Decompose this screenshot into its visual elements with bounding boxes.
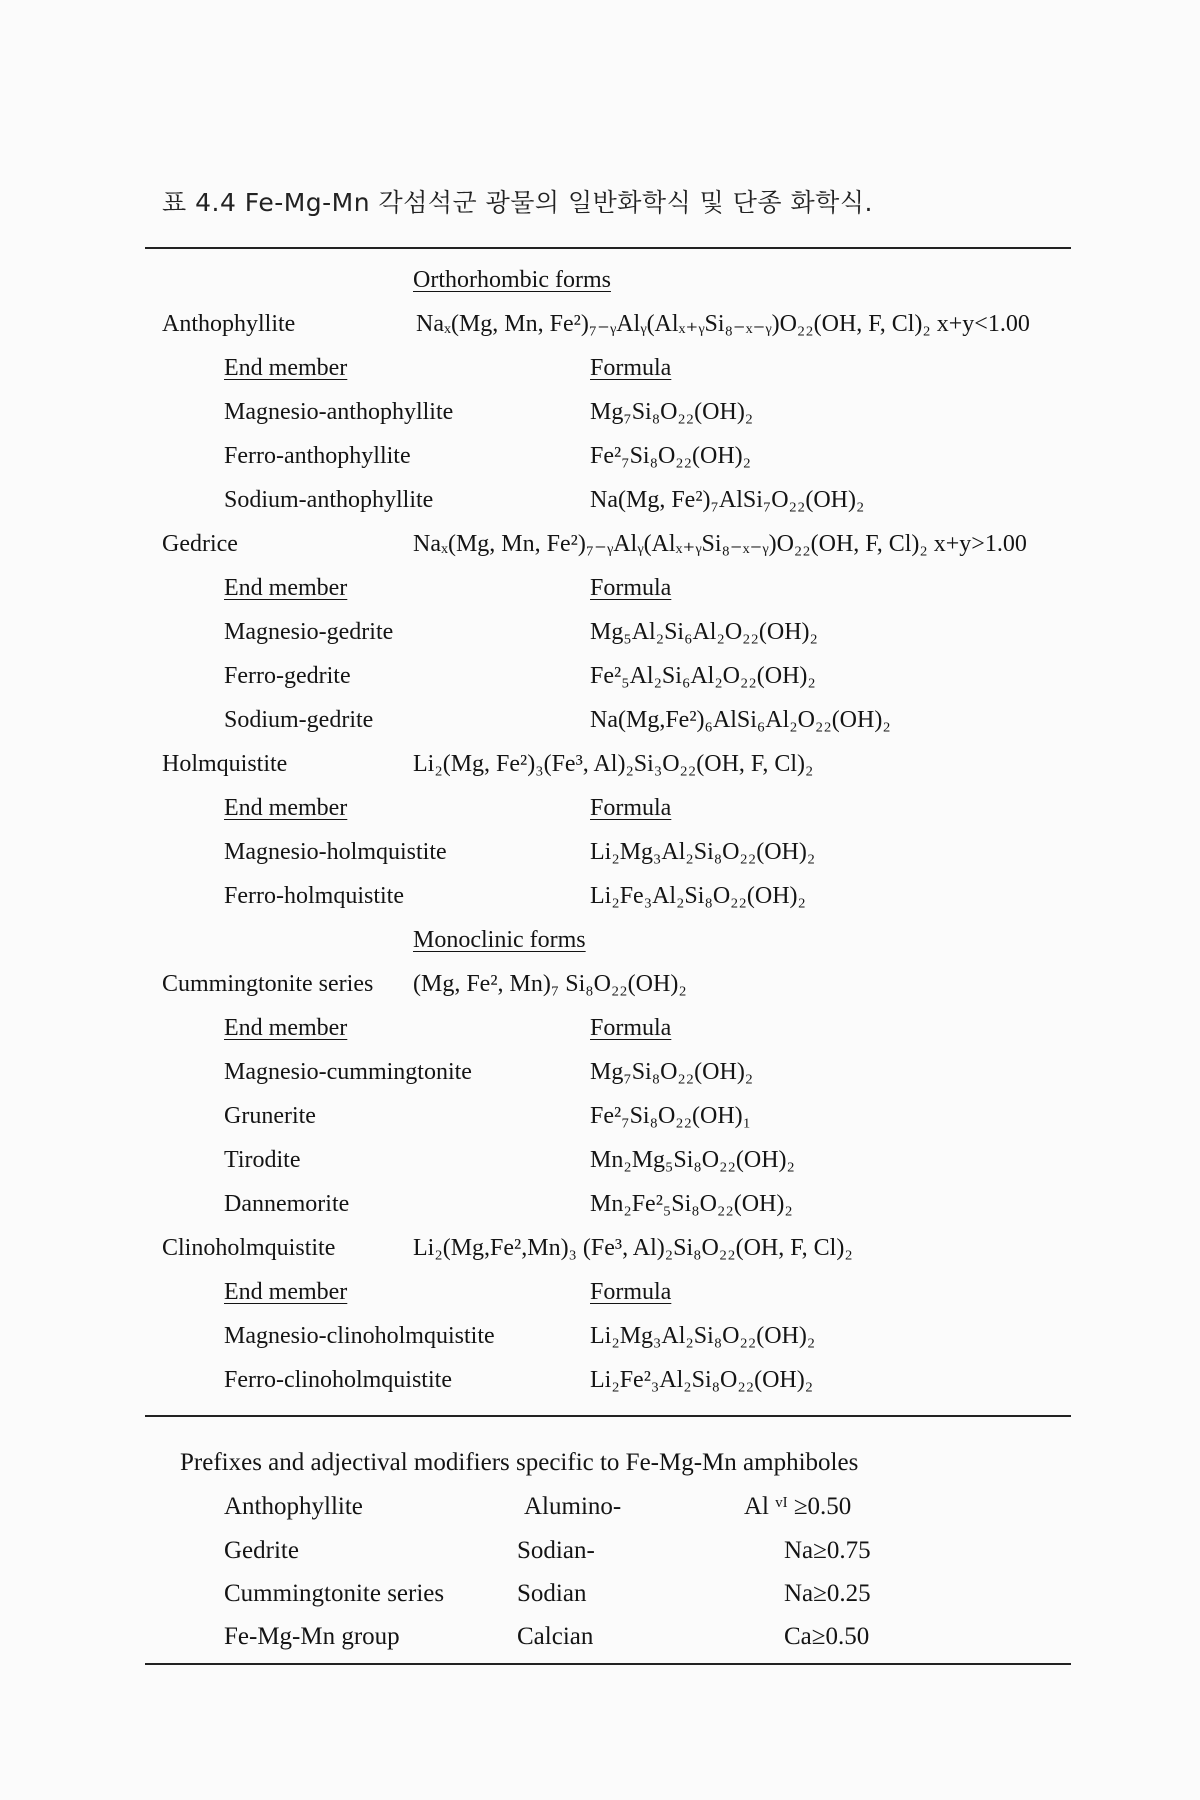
end-member-name: Magnesio-cummingtonite bbox=[224, 1059, 472, 1085]
end-member-header: End member bbox=[224, 575, 348, 601]
formula-header: Formula bbox=[590, 795, 672, 821]
end-member-formula: Fe²₅Al₂Si₆Al₂O₂₂(OH)₂ bbox=[590, 663, 816, 689]
end-member-name: Dannemorite bbox=[224, 1191, 350, 1217]
end-member-formula: Mg₇Si₈O₂₂(OH)₂ bbox=[590, 1059, 754, 1085]
end-member-formula: Li₂Fe₃Al₂Si₈O₂₂(OH)₂ bbox=[590, 883, 806, 909]
group-formula: (Mg, Fe², Mn)₇ Si₈O₂₂(OH)₂ bbox=[413, 971, 687, 997]
end-member-header: End member bbox=[224, 1015, 348, 1041]
end-member-formula: Na(Mg,Fe²)₆AlSi₆Al₂O₂₂(OH)₂ bbox=[590, 707, 891, 733]
prefix-modifier: Alumino- bbox=[524, 1493, 622, 1520]
end-member-formula: Li₂Fe²₃Al₂Si₈O₂₂(OH)₂ bbox=[590, 1367, 814, 1393]
end-member-formula: Na(Mg, Fe²)₇AlSi₇O₂₂(OH)₂ bbox=[590, 487, 865, 513]
end-member-name: Magnesio-gedrite bbox=[224, 619, 394, 645]
end-member-formula: Mg₇Si₈O₂₂(OH)₂ bbox=[590, 399, 754, 425]
group-name: Cummingtonite series bbox=[162, 971, 374, 997]
prefix-group: Fe-Mg-Mn group bbox=[224, 1623, 400, 1650]
group-name: Anthophyllite bbox=[162, 311, 296, 337]
prefix-condition: Na≥0.75 bbox=[784, 1537, 871, 1564]
end-member-formula: Li₂Mg₃Al₂Si₈O₂₂(OH)₂ bbox=[590, 839, 816, 865]
prefix-condition: Ca≥0.50 bbox=[784, 1623, 870, 1650]
end-member-header: End member bbox=[224, 1279, 348, 1305]
prefix-modifier: Sodian bbox=[517, 1580, 587, 1607]
bottom-rule bbox=[145, 1663, 1071, 1665]
end-member-name: Tirodite bbox=[224, 1147, 301, 1173]
end-member-name: Sodium-anthophyllite bbox=[224, 487, 434, 513]
prefix-condition: Al ᵛᴵ ≥0.50 bbox=[744, 1493, 852, 1520]
end-member-formula: Mn₂Fe²₅Si₈O₂₂(OH)₂ bbox=[590, 1191, 793, 1217]
prefix-group: Gedrite bbox=[224, 1537, 299, 1564]
end-member-header: End member bbox=[224, 355, 348, 381]
end-member-formula: Li₂Mg₃Al₂Si₈O₂₂(OH)₂ bbox=[590, 1323, 816, 1349]
formula-header: Formula bbox=[590, 1015, 672, 1041]
prefix-modifier: Sodian- bbox=[517, 1537, 595, 1564]
end-member-name: Grunerite bbox=[224, 1103, 316, 1129]
top-rule bbox=[145, 247, 1071, 249]
end-member-name: Sodium-gedrite bbox=[224, 707, 374, 733]
end-member-name: Ferro-anthophyllite bbox=[224, 443, 411, 469]
end-member-formula: Fe²₇Si₈O₂₂(OH)₂ bbox=[590, 443, 752, 469]
end-member-name: Magnesio-holmquistite bbox=[224, 839, 447, 865]
group-name: Gedrice bbox=[162, 531, 238, 557]
formula-header: Formula bbox=[590, 355, 672, 381]
prefixes-title: Prefixes and adjectival modifiers specific to Fe-Mg-Mn amphiboles bbox=[180, 1449, 859, 1476]
end-member-name: Ferro-clinoholmquistite bbox=[224, 1367, 452, 1393]
group-formula: Naₓ(Mg, Mn, Fe²)₇₋ᵧAlᵧ(Alₓ₊ᵧSi₈₋ₓ₋ᵧ)O₂₂(OH, F, Cl)₂ x+y<1.00 bbox=[416, 311, 1030, 337]
end-member-name: Magnesio-clinoholmquistite bbox=[224, 1323, 495, 1349]
end-member-formula: Mg₅Al₂Si₆Al₂O₂₂(OH)₂ bbox=[590, 619, 818, 645]
end-member-name: Ferro-gedrite bbox=[224, 663, 351, 689]
group-name: Holmquistite bbox=[162, 751, 288, 777]
prefix-modifier: Calcian bbox=[517, 1623, 594, 1650]
middle-rule bbox=[145, 1415, 1071, 1417]
end-member-name: Magnesio-anthophyllite bbox=[224, 399, 454, 425]
orthorhombic-title: Orthorhombic forms bbox=[413, 267, 611, 293]
end-member-formula: Mn₂Mg₅Si₈O₂₂(OH)₂ bbox=[590, 1147, 795, 1173]
prefix-condition: Na≥0.25 bbox=[784, 1580, 871, 1607]
group-formula: Li₂(Mg,Fe²,Mn)₃ (Fe³, Al)₂Si₈O₂₂(OH, F, Cl)₂ bbox=[413, 1235, 853, 1261]
group-formula: Li₂(Mg, Fe²)₃(Fe³, Al)₂Si₃O₂₂(OH, F, Cl)₂ bbox=[413, 751, 814, 777]
end-member-header: End member bbox=[224, 795, 348, 821]
group-formula: Naₓ(Mg, Mn, Fe²)₇₋ᵧAlᵧ(Alₓ₊ᵧSi₈₋ₓ₋ᵧ)O₂₂(OH, F, Cl)₂ x+y>1.00 bbox=[413, 531, 1027, 557]
prefix-group: Anthophyllite bbox=[224, 1493, 363, 1520]
prefix-group: Cummingtonite series bbox=[224, 1580, 445, 1607]
end-member-name: Ferro-holmquistite bbox=[224, 883, 404, 909]
monoclinic-title: Monoclinic forms bbox=[413, 927, 586, 953]
end-member-formula: Fe²₇Si₈O₂₂(OH)₁ bbox=[590, 1103, 752, 1129]
formula-header: Formula bbox=[590, 575, 672, 601]
table-caption: 표 4.4 Fe-Mg-Mn 각섬석군 광물의 일반화학식 및 단종 화학식. bbox=[162, 188, 873, 217]
group-name: Clinoholmquistite bbox=[162, 1235, 336, 1261]
formula-header: Formula bbox=[590, 1279, 672, 1305]
